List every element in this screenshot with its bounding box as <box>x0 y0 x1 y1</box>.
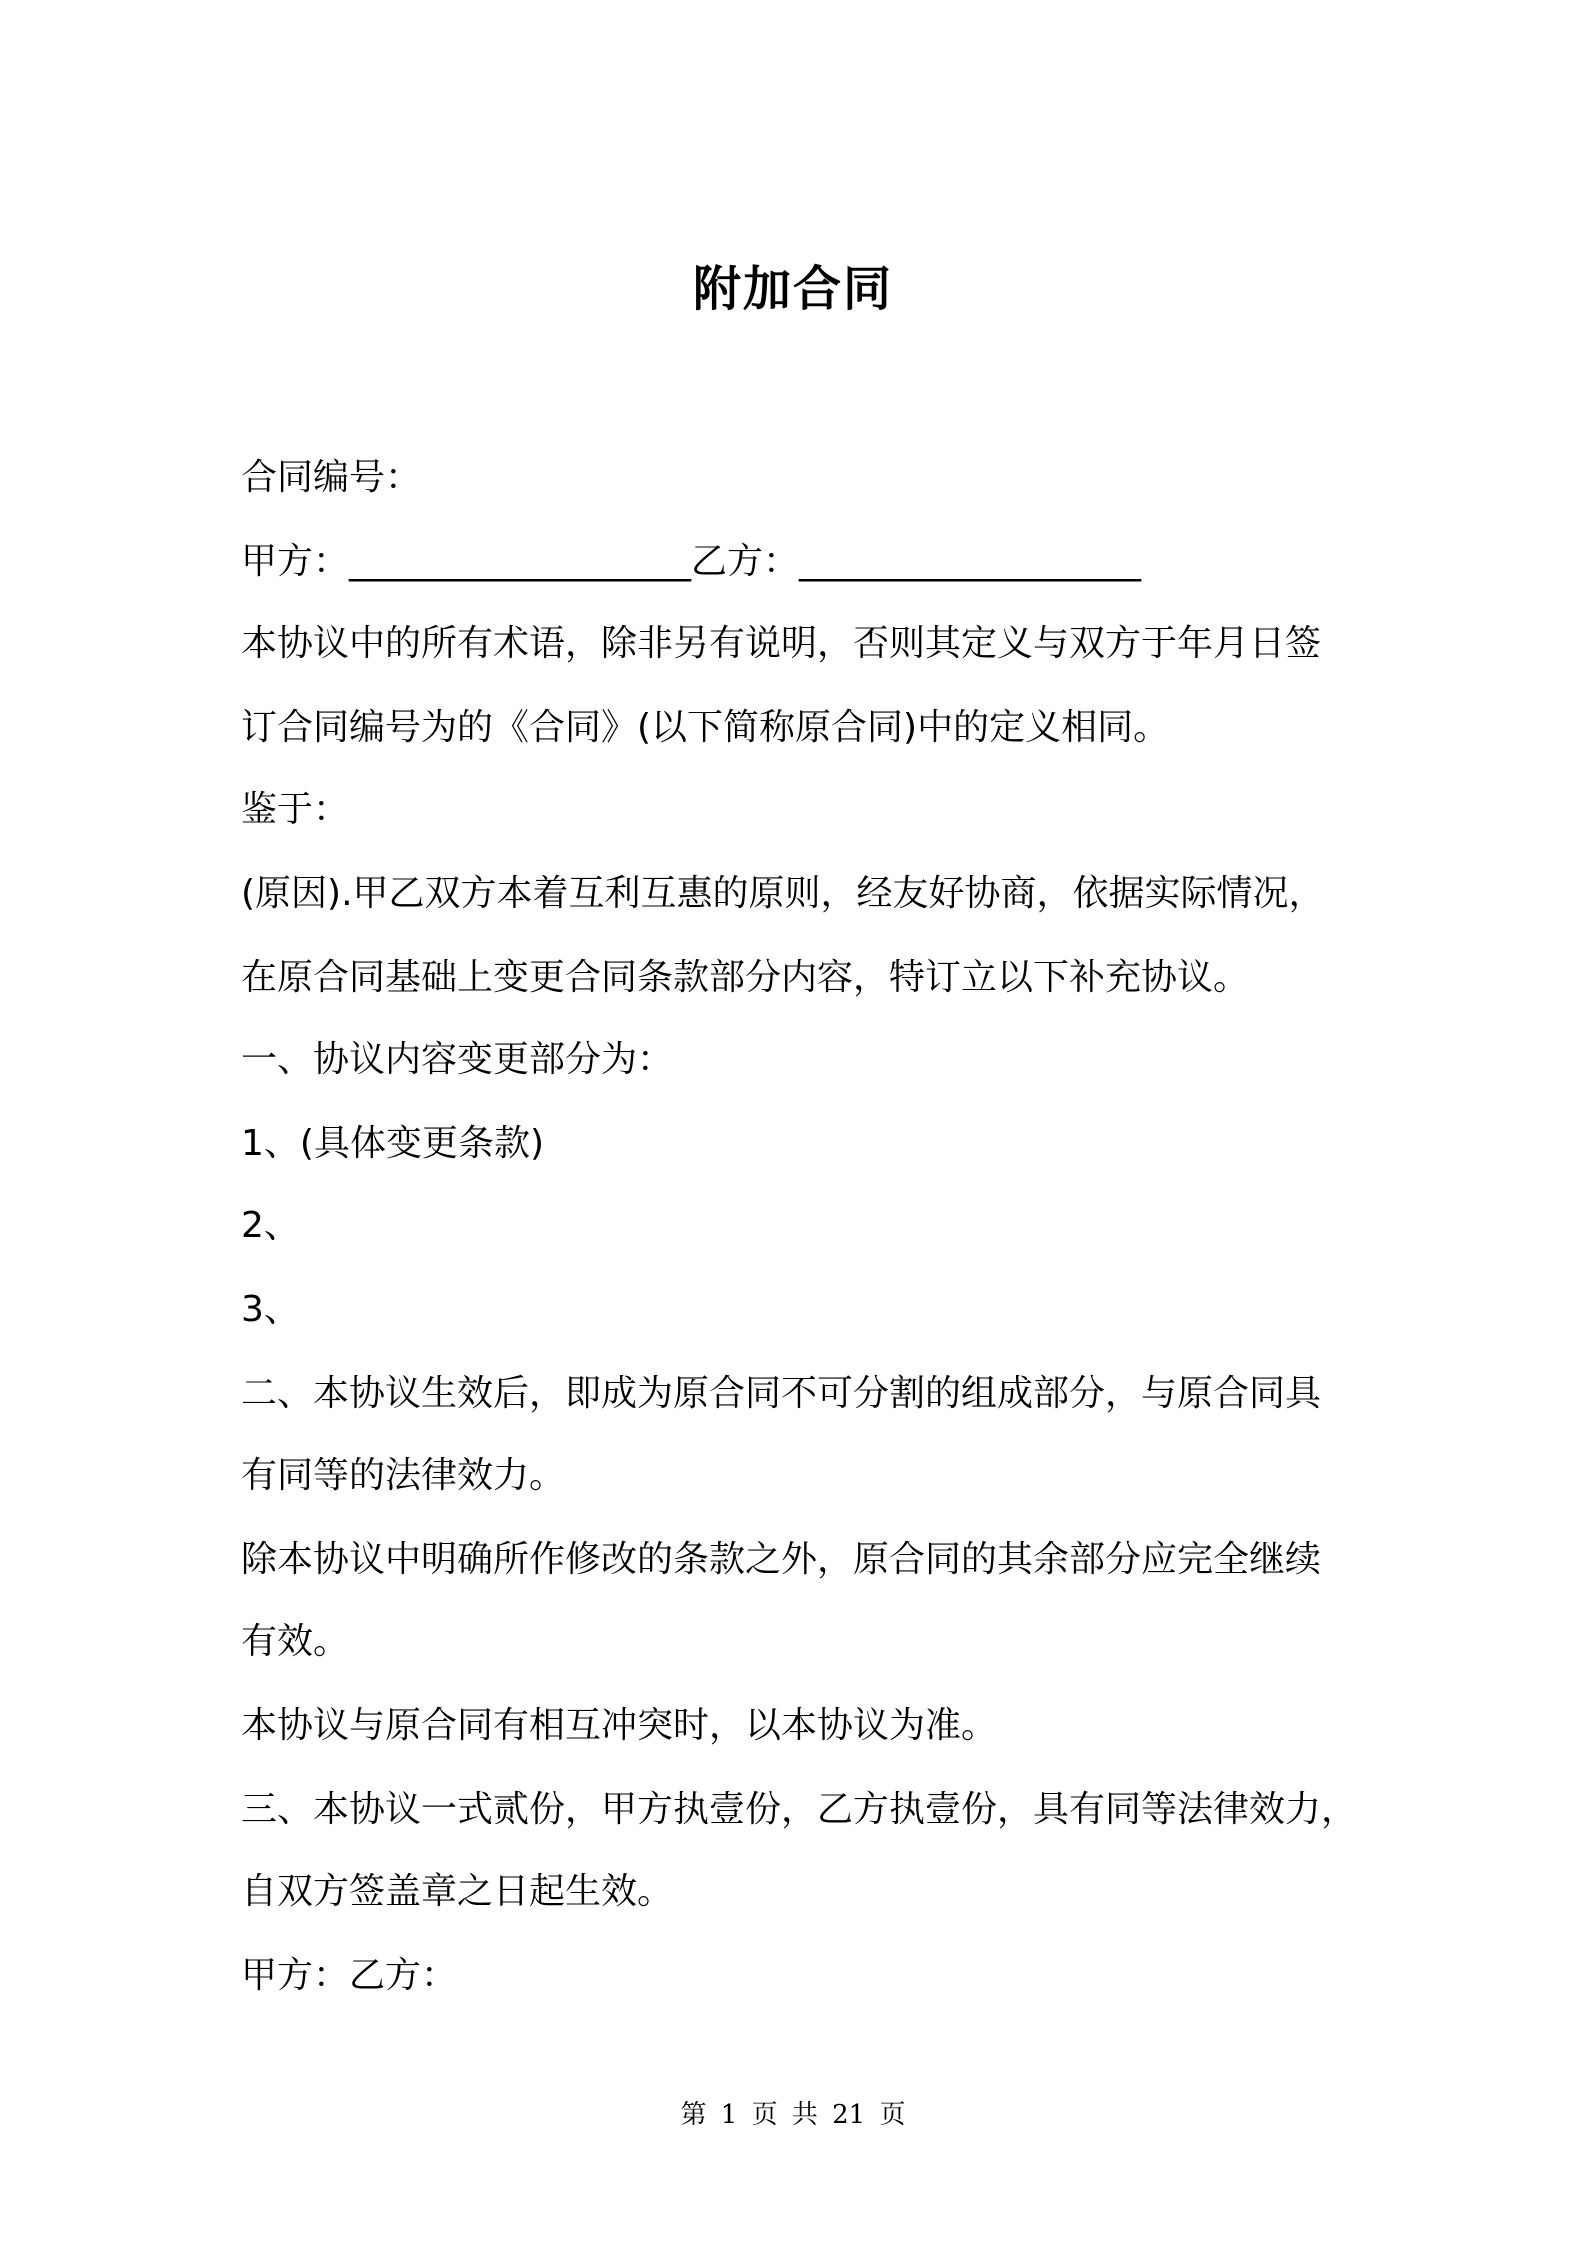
paragraph-line: 有同等的法律效力。 <box>241 1455 566 1496</box>
list-item: 1、(具体变更条款) <box>241 1123 544 1164</box>
paragraph-line: 本协议中的所有术语，除非另有说明，否则其定义与双方于年月日签 <box>241 623 1322 664</box>
signature-line: 甲方：乙方： <box>241 1955 458 1996</box>
parties-line: 甲方：___________________乙方：___________________ <box>241 541 1142 582</box>
paragraph-line: (原因).甲乙双方本着互利互惠的原则，经友好协商，依据实际情况， <box>241 873 1325 914</box>
paragraph-line: 三、本协议一式贰份，甲方执壹份，乙方执壹份，具有同等法律效力， <box>241 1789 1358 1830</box>
list-item: 2、 <box>241 1205 300 1246</box>
page-footer: 第 1 页 共 21 页 <box>680 2100 906 2130</box>
whereas-line: 鉴于： <box>241 789 350 830</box>
paragraph-line: 自双方签盖章之日起生效。 <box>241 1871 674 1912</box>
paragraph-line: 在原合同基础上变更合同条款部分内容，特订立以下补充协议。 <box>241 957 1250 998</box>
section-heading: 一、协议内容变更部分为： <box>241 1039 674 1080</box>
paragraph-line: 本协议与原合同有相互冲突时，以本协议为准。 <box>241 1705 998 1746</box>
paragraph-line: 除本协议中明确所作修改的条款之外，原合同的其余部分应完全继续 <box>241 1539 1322 1580</box>
document-title: 附加合同 <box>692 261 893 317</box>
list-item: 3、 <box>241 1289 300 1330</box>
contract-number-line: 合同编号： <box>241 457 422 498</box>
paragraph-line: 二、本协议生效后，即成为原合同不可分割的组成部分，与原合同具 <box>241 1373 1322 1414</box>
paragraph-line: 有效。 <box>241 1621 350 1662</box>
paragraph-line: 订合同编号为的《合同》(以下简称原合同)中的定义相同。 <box>241 707 1170 748</box>
